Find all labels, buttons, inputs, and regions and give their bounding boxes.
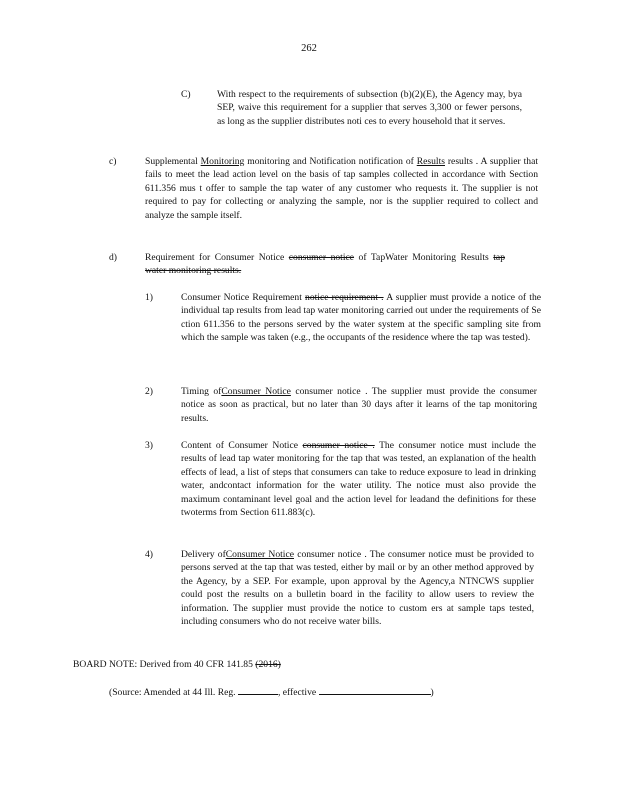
inserted-text: Results xyxy=(416,156,445,167)
inserted-text: Monitoring xyxy=(200,156,245,167)
subitem-text-3: Content of Consumer Notice consumer notice . The consumer notice must include the results of lead tap water monitoring for the tap that was tested, an explanation of the health effects of lead, a list of steps that consumers can take to reduce exposure to lead in drinking water, andcontact information for the water utility. The notice must also provide the maximum contaminant level goal and the action level for leadand the definitions for these twoterms from Section 611.883(c). xyxy=(181,440,536,519)
deleted-text: consumer notice . xyxy=(302,440,375,451)
subitem-label-2: 2) xyxy=(145,386,153,397)
item-text-C: With respect to the requirements of subsection (b)(2)(E), the Agency may, bya SEP, waive this requirement for a supplier that serves 3,300 or fewer persons, as long as the supplier distributes noti ces to every household that it serves. xyxy=(217,89,522,127)
subitem-label-3: 3) xyxy=(145,440,153,451)
item-text-d: Requirement for Consumer Notice consumer notice of TapWater Monitoring Results tap water monitoring results. xyxy=(145,252,505,277)
item-label-d: d) xyxy=(109,252,117,263)
subitem-text-1: Consumer Notice Requirement notice requirement . A supplier must provide a notice of the individual tap results from lead tap water monitoring carried out under the requirements of Se ction 611.356 to the persons served by the water system at the specific sampling site from which the sample was taken (e.g., the occupants of the residence where the tap was tested). xyxy=(181,292,541,344)
item-label-C: C) xyxy=(181,89,191,100)
item-label-c: c) xyxy=(109,156,117,167)
board-note: BOARD NOTE: Derived from 40 CFR 141.85 (2016) xyxy=(73,659,281,670)
item-text-c: Supplemental Monitoring monitoring and Notification notification of Results results . A supplier that fails to meet the lead action level on the basis of tap samples collected in accordance with Section 611.356 mus t offer to sample the tap water of any customer who requests it. The supplier is not required to pay for collecting or analyzing the sample, nor is the supplier required to collect and analyze the sample itself. xyxy=(145,156,538,221)
subitem-text-2: Timing ofConsumer Notice consumer notice . The supplier must provide the consumer notice as soon as practical, but no later than 30 days after it learns of the tap monitoring results. xyxy=(181,386,537,424)
subitem-label-4: 4) xyxy=(145,549,153,560)
deleted-text: tap water monitoring results. xyxy=(145,252,505,277)
reg-blank xyxy=(238,684,278,695)
inserted-text: Consumer Notice xyxy=(225,549,294,560)
subitem-label-1: 1) xyxy=(145,292,153,303)
page-number: 262 xyxy=(301,43,317,54)
subitem-text-4: Delivery ofConsumer Notice consumer notice . The consumer notice must be provided to persons served at the tap that was tested, either by mail or by an other method approved by the Agency, by a SEP. For example, upon approval by the Agency,a NTNCWS supplier could post the results on a bulletin board in the facility to allow users to review the information. The supplier must provide the notice to custom ers at sample taps tested, including consumers who do not receive water bills. xyxy=(181,549,534,628)
deleted-text: notice requirement . xyxy=(305,292,384,303)
effective-date-blank xyxy=(319,684,431,695)
inserted-text: Consumer Notice xyxy=(221,386,291,397)
deleted-text: (2016) xyxy=(255,659,281,670)
deleted-text: consumer notice xyxy=(288,252,355,263)
source-note: (Source: Amended at 44 Ill. Reg. , effective ) xyxy=(109,684,529,699)
